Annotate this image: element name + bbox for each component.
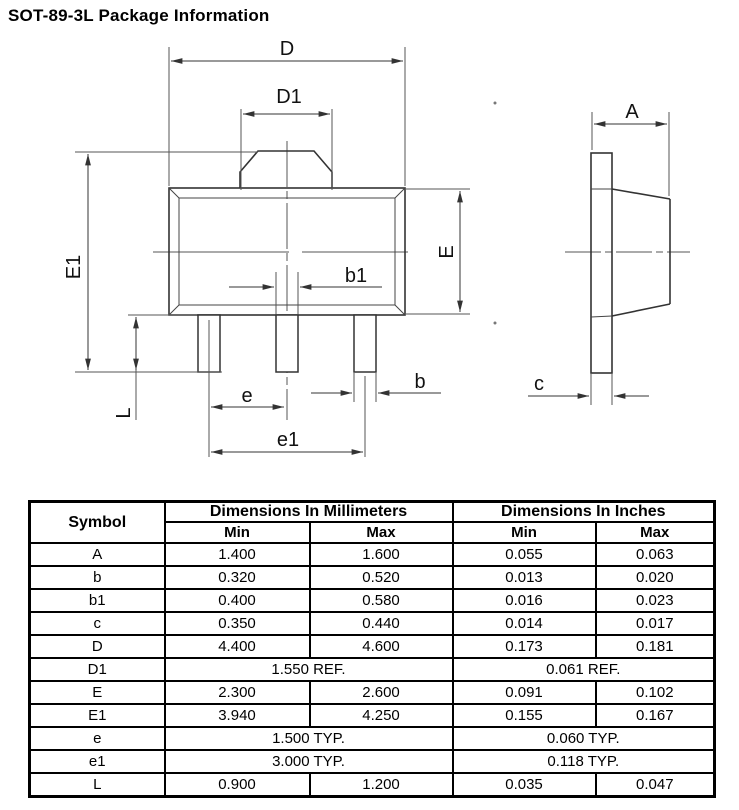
cell-mm-min: 0.350	[165, 612, 310, 635]
cell-in-min: 0.035	[453, 773, 596, 797]
cell-symbol: D	[30, 635, 165, 658]
table-row	[30, 750, 715, 773]
top-tab-outline	[240, 151, 332, 188]
dim-label-D: D	[279, 38, 295, 60]
table-row	[30, 543, 715, 566]
cell-symbol: E	[30, 681, 165, 704]
cell-in-min: 0.016	[453, 589, 596, 612]
dim-label-E1: E1	[63, 254, 85, 280]
cell-mm-max: 4.600	[310, 635, 453, 658]
table-row	[30, 566, 715, 589]
side-strip-lower-line	[591, 316, 612, 317]
dim-label-b: b	[414, 371, 426, 393]
cell-in-max: 0.181	[596, 635, 715, 658]
dim-label-e: e	[241, 385, 253, 407]
table-row	[30, 589, 715, 612]
header-in-max: Max	[596, 522, 715, 543]
side-lead-strip	[591, 153, 612, 373]
dim-label-A: A	[625, 101, 639, 123]
cell-mm-max: 2.600	[310, 681, 453, 704]
dim-c	[528, 373, 649, 405]
cell-in-min: 0.013	[453, 566, 596, 589]
cell-mm-min: 0.320	[165, 566, 310, 589]
artifact-dot-top	[494, 102, 497, 105]
cell-mm-min: 3.940	[165, 704, 310, 727]
cell-in-min: 0.173	[453, 635, 596, 658]
cell-symbol: e	[30, 727, 165, 750]
cell-mm-max: 0.580	[310, 589, 453, 612]
table-row	[30, 612, 715, 635]
dim-label-E: E	[436, 245, 458, 259]
cell-in-max: 0.017	[596, 612, 715, 635]
dim-E	[406, 189, 470, 314]
dim-label-e1: e1	[276, 429, 300, 451]
table-header-row-groups	[30, 502, 715, 523]
cell-symbol: L	[30, 773, 165, 797]
cell-mm-max: 1.600	[310, 543, 453, 566]
lead-right	[354, 315, 376, 372]
header-mm-group: Dimensions In Millimeters	[165, 502, 453, 523]
dim-label-b1: b1	[344, 265, 368, 287]
cell-mm-min: 0.900	[165, 773, 310, 797]
table-row	[30, 681, 715, 704]
cell-in-min: 0.155	[453, 704, 596, 727]
header-mm-max: Max	[310, 522, 453, 543]
dim-label-c: c	[534, 373, 544, 395]
header-symbol: Symbol	[30, 502, 165, 544]
dimensions-table	[28, 500, 716, 798]
cell-mm-max: 0.520	[310, 566, 453, 589]
cell-in-max: 0.167	[596, 704, 715, 727]
cell-in-min: 0.055	[453, 543, 596, 566]
cell-mm-max: 0.440	[310, 612, 453, 635]
cell-in-min: 0.014	[453, 612, 596, 635]
cell-mm-min: 2.300	[165, 681, 310, 704]
cell-symbol: c	[30, 612, 165, 635]
cell-in-max: 0.063	[596, 543, 715, 566]
table-row	[30, 704, 715, 727]
cell-symbol: D1	[30, 658, 165, 681]
cell-symbol: E1	[30, 704, 165, 727]
cell-in-max: 0.020	[596, 566, 715, 589]
cell-mm-min: 0.400	[165, 589, 310, 612]
dim-e1	[211, 376, 365, 457]
table-row	[30, 635, 715, 658]
cell-in-max: 0.047	[596, 773, 715, 797]
side-view	[494, 101, 691, 405]
header-mm-min: Min	[165, 522, 310, 543]
cell-in-max: 0.023	[596, 589, 715, 612]
cell-in-merged: 0.118 TYP.	[453, 750, 715, 773]
cell-mm-merged: 3.000 TYP.	[165, 750, 453, 773]
page-title: SOT-89-3L Package Information	[8, 6, 270, 25]
header-in-min: Min	[453, 522, 596, 543]
table-row	[30, 727, 715, 750]
cell-in-merged: 0.061 REF.	[453, 658, 715, 681]
cell-mm-max: 4.250	[310, 704, 453, 727]
dim-E1	[63, 152, 258, 372]
artifact-dot-bottom	[494, 322, 497, 325]
lead-center	[276, 315, 298, 372]
cell-in-max: 0.102	[596, 681, 715, 704]
dim-b1	[229, 265, 382, 314]
cell-mm-merged: 1.550 REF.	[165, 658, 453, 681]
cell-in-merged: 0.060 TYP.	[453, 727, 715, 750]
table-row	[30, 658, 715, 681]
cell-symbol: A	[30, 543, 165, 566]
dim-label-L: L	[113, 407, 135, 419]
front-view	[63, 38, 470, 457]
table-row	[30, 773, 715, 797]
cell-symbol: e1	[30, 750, 165, 773]
cell-symbol: b1	[30, 589, 165, 612]
cell-symbol: b	[30, 566, 165, 589]
dim-b	[311, 371, 441, 402]
dim-label-D1: D1	[276, 86, 302, 108]
cell-mm-max: 1.200	[310, 773, 453, 797]
cell-mm-min: 4.400	[165, 635, 310, 658]
cell-in-min: 0.091	[453, 681, 596, 704]
dim-A	[592, 101, 669, 196]
cell-mm-merged: 1.500 TYP.	[165, 727, 453, 750]
header-inch-group: Dimensions In Inches	[453, 502, 715, 523]
cell-mm-min: 1.400	[165, 543, 310, 566]
dim-L	[113, 315, 197, 420]
